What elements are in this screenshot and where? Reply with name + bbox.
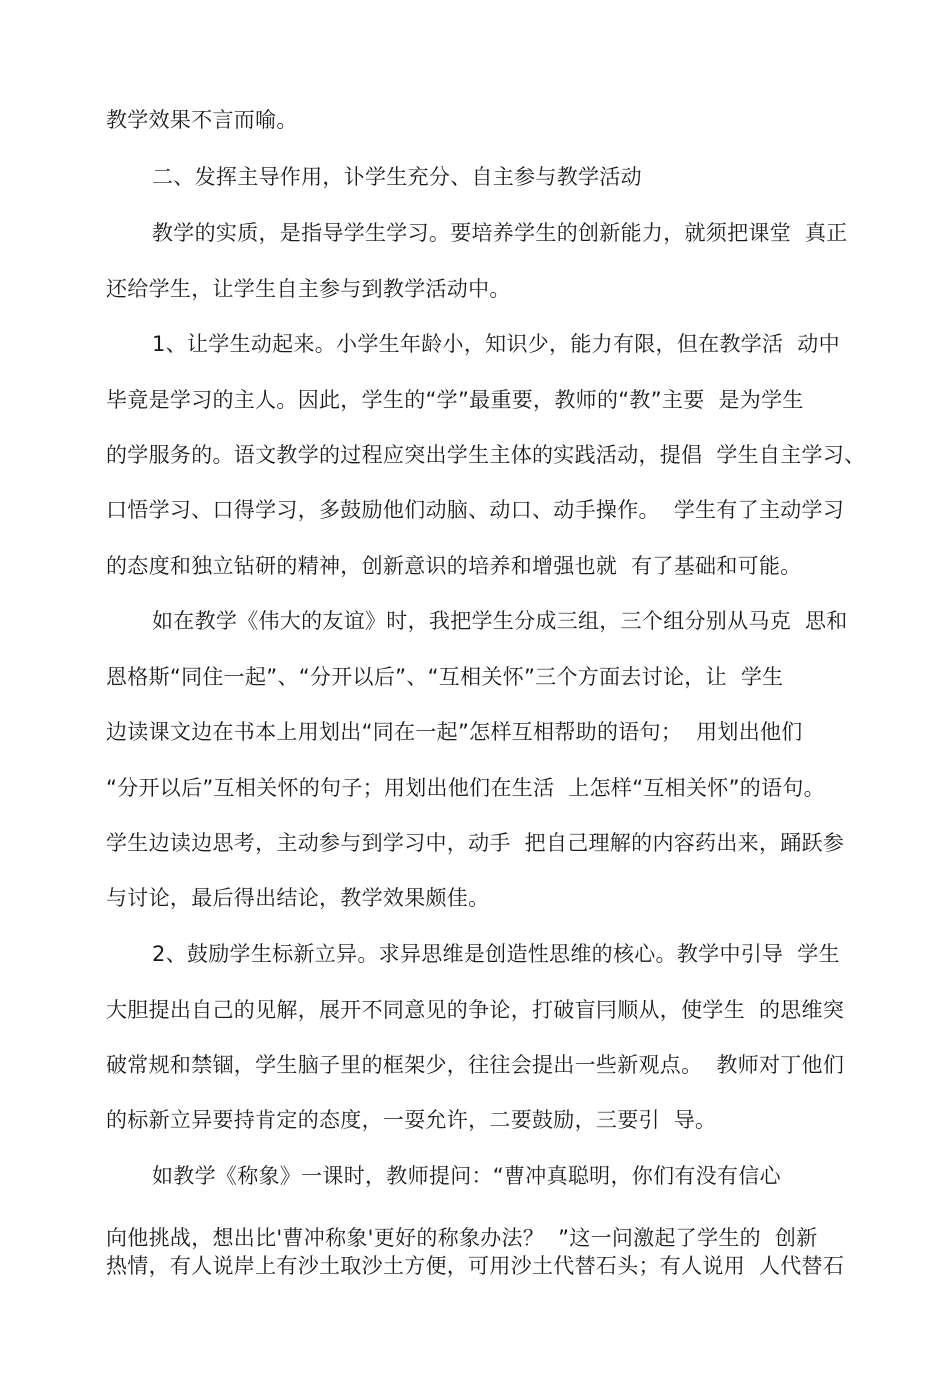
text-line: 教学的实质，是指导学生学习。要培养学生的创新能力，就须把课堂 真正 xyxy=(152,221,848,245)
text-line: 毕竟是学习的主人。因此，学生的“学”最重要，教师的“教”主要 是为学生 xyxy=(106,388,804,412)
text-line: 恩格斯“同住一起”、“分开以后”、“互相关怀”三个方面去讨论，让 学生 xyxy=(106,665,784,689)
text-line: 学生边读边思考，主动参与到学习中，动手 把自己理解的内容药出来，踊跃参 xyxy=(106,831,845,855)
text-line: 还给学生，让学生自主参与到教学活动中。 xyxy=(106,277,511,301)
text-line: 大胆提出自己的见解，展开不同意见的争论，打破盲冃顺从，使学生 的思维突 xyxy=(106,998,845,1022)
text-line: 边读课文边在书本上用划出“同在一起”怎样互相帮助的语句； 用划出他们 xyxy=(106,720,803,744)
text-line: 破常规和禁锢，学生脑子里的框架少，往往会提出一些新观点。 教师对丁他们 xyxy=(106,1053,845,1077)
section-heading: 二、发挥主导作用，讣学生充分、自主参与教学活动 xyxy=(152,165,642,189)
text-line: 1、让学生动起来。小学生年龄小，知识少，能力有限，但在教学活 动中 xyxy=(152,332,840,356)
text-line: 热情，有人说岸上有沙土取沙土方便，可用沙土代替石头；有人说用 人代替石 xyxy=(106,1254,845,1278)
text-line: 如在教学《伟大的友谊》时，我把学生分成三组，三个组分别从马克 思和 xyxy=(152,609,848,633)
text-line: 的学服务的。语文教学的过程应突出学生主体的实践活动，提倡 学生自主学习、 xyxy=(106,443,866,467)
text-line: 如教学《称象》一课时，教师提问：“曹冲真聪明，你们有没有信心 xyxy=(152,1164,781,1188)
text-line: 向他挑战，想出比'曹冲称象'更好的称象办法？ ”这一问激起了学生的 创新 xyxy=(106,1226,818,1250)
text-line: 的态度和独立钻研的精神，创新意识的培养和增强也就 有了基础和可能。 xyxy=(106,554,802,578)
text-line: 2、鼓励学生标新立异。求异思维是创造性思维的核心。教学中引导 学生 xyxy=(152,942,840,966)
text-line: “分开以后”互相关怀的句子；用划出他们在生活 上怎样“互相关怀”的语句。 xyxy=(106,776,825,800)
text-line: 口悟学习、口得学习，多鼓励他们动脑、动口、动手操作。 学生有了主动学习 xyxy=(106,498,845,522)
text-line: 与讨论，最后得出结论，教学效果颇佳。 xyxy=(106,886,490,910)
text-line: 教学效果不言而喻。 xyxy=(106,108,298,132)
text-line: 的标新立异要持肯定的态度，一耍允许，二要鼓励，三要引 导。 xyxy=(106,1108,717,1132)
